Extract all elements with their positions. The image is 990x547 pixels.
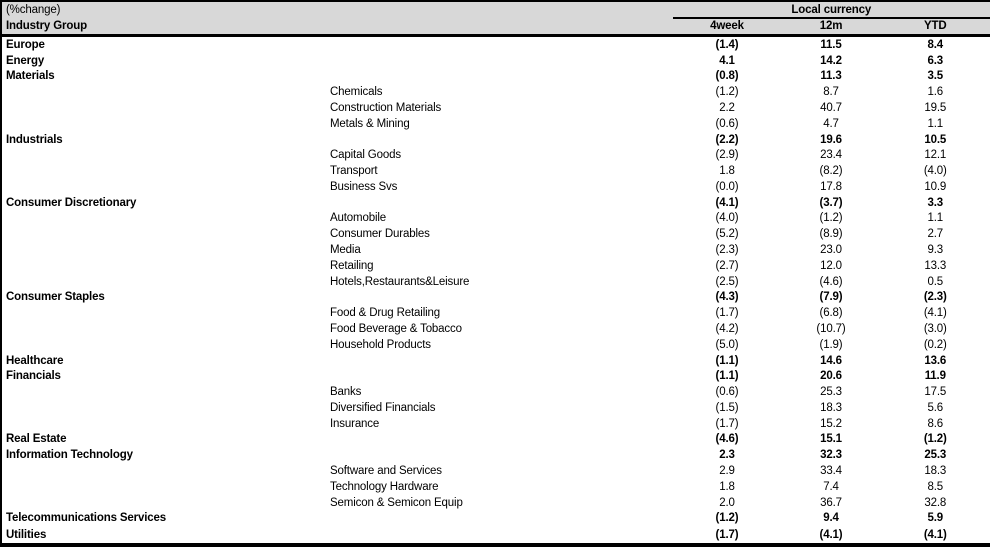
table-row: [1, 147, 990, 163]
value-ytd: (4.1): [923, 528, 947, 541]
value-4week: (1.7): [715, 417, 739, 430]
value-4week: 2.9: [719, 464, 735, 477]
table-row: [1, 132, 990, 148]
sub-industry-label: Insurance: [330, 417, 380, 430]
value-4week: (5.2): [715, 228, 739, 241]
value-ytd: (3.0): [923, 322, 947, 335]
header-row-caption: [1, 1, 990, 18]
value-4week: (2.5): [715, 275, 739, 288]
column-header-4week: 4week: [673, 18, 781, 35]
table-row: [1, 479, 990, 495]
table-row: [1, 447, 990, 463]
table-row: [1, 35, 990, 53]
table-body: [1, 35, 990, 545]
value-4week: (1.5): [715, 401, 739, 414]
value-ytd: 1.6: [927, 86, 944, 99]
value-4week: (1.7): [715, 307, 739, 320]
value-12m: 8.7: [823, 86, 839, 99]
value-12m: 32.3: [820, 449, 842, 462]
sub-industry-label: Retailing: [330, 259, 374, 272]
industry-group-column-header: Industry Group: [1, 18, 673, 35]
sub-industry-label: Food Beverage & Tobacco: [330, 322, 462, 335]
value-12m: 18.3: [820, 401, 842, 414]
value-12m: (8.2): [819, 165, 843, 178]
value-ytd: 10.9: [924, 180, 947, 193]
value-12m: 11.5: [820, 38, 842, 51]
value-12m: 7.4: [823, 480, 839, 493]
sub-industry-label: Transport: [330, 165, 378, 178]
industry-group-label: Industrials: [6, 133, 63, 146]
value-ytd: 18.3: [924, 464, 947, 477]
table-row: [1, 226, 990, 242]
value-4week: (4.6): [715, 433, 739, 446]
table-row: [1, 321, 990, 337]
industry-group-label: Real Estate: [6, 433, 67, 446]
sub-industry-label: Banks: [330, 386, 362, 399]
value-ytd: 3.5: [927, 70, 944, 83]
sub-industry-label: Semicon & Semicon Equip: [330, 496, 463, 509]
industry-group-label: Materials: [6, 70, 55, 83]
value-4week: (1.4): [715, 38, 739, 51]
sub-industry-label: Capital Goods: [330, 149, 401, 162]
sub-industry-label: Automobile: [330, 212, 387, 225]
value-4week: (4.0): [715, 212, 739, 225]
value-ytd: 0.5: [927, 275, 944, 288]
value-ytd: 8.4: [927, 38, 944, 51]
value-12m: 36.7: [820, 496, 842, 509]
table-header: [1, 1, 990, 35]
value-4week: (1.1): [715, 354, 739, 367]
value-12m: (7.9): [819, 291, 843, 304]
value-12m: 14.6: [820, 354, 842, 367]
table-row: [1, 242, 990, 258]
value-4week: (1.1): [715, 370, 739, 383]
table-row: [1, 289, 990, 305]
sub-industry-label: Technology Hardware: [330, 480, 439, 493]
value-4week: (0.0): [715, 180, 739, 193]
value-ytd: 8.6: [927, 417, 944, 430]
value-12m: 17.8: [820, 180, 842, 193]
sub-industry-label: Diversified Financials: [330, 401, 436, 414]
industry-group-label: Consumer Discretionary: [6, 196, 137, 209]
industry-group-label: Telecommunications Services: [6, 512, 166, 525]
value-12m: 25.3: [820, 386, 842, 399]
value-ytd: 6.3: [927, 54, 944, 67]
value-12m: 12.0: [820, 259, 842, 272]
sub-industry-label: Consumer Durables: [330, 228, 430, 241]
industry-group-label: Financials: [6, 370, 61, 383]
value-ytd: 3.3: [927, 196, 944, 209]
industry-group-label: Healthcare: [6, 354, 64, 367]
value-12m: (1.9): [819, 338, 843, 351]
sub-industry-label: Food & Drug Retailing: [330, 307, 440, 320]
value-ytd: 19.5: [924, 102, 947, 114]
value-ytd: (1.2): [923, 433, 947, 446]
table-row: [1, 384, 990, 400]
table-row: [1, 69, 990, 85]
value-ytd: 17.5: [924, 386, 947, 399]
value-4week: 2.0: [719, 496, 735, 509]
table-row: [1, 510, 990, 526]
value-ytd: (2.3): [923, 291, 947, 304]
value-4week: (1.7): [715, 528, 739, 541]
value-ytd: (4.1): [923, 307, 947, 320]
value-12m: (4.6): [819, 275, 843, 288]
value-ytd: 1.1: [927, 117, 944, 130]
column-header-12m: 12m: [781, 18, 881, 35]
value-4week: (2.7): [715, 259, 739, 272]
percent-change-caption: (%change): [1, 1, 673, 18]
table-row: [1, 526, 990, 545]
table-row: [1, 305, 990, 321]
value-ytd: 11.9: [924, 370, 946, 383]
value-4week: (1.2): [715, 512, 739, 525]
industry-group-label: Utilities: [6, 528, 47, 541]
sub-industry-label: Media: [330, 244, 361, 257]
sub-industry-label: Hotels,Restaurants&Leisure: [330, 275, 470, 288]
value-12m: 11.3: [820, 70, 842, 83]
sub-industry-label: Chemicals: [330, 86, 383, 99]
table-row: [1, 495, 990, 511]
table-row: [1, 116, 990, 132]
value-4week: (2.9): [715, 149, 739, 162]
value-12m: (4.1): [819, 528, 843, 541]
value-12m: 15.2: [820, 417, 842, 430]
value-ytd: 10.5: [924, 133, 947, 146]
value-12m: 9.4: [823, 512, 839, 525]
value-4week: 1.8: [719, 480, 735, 493]
value-ytd: (4.0): [923, 165, 947, 178]
value-ytd: 32.8: [924, 496, 947, 509]
value-ytd: 13.6: [924, 354, 947, 367]
value-12m: (8.9): [819, 228, 843, 241]
sub-industry-label: Construction Materials: [330, 102, 442, 114]
value-ytd: 9.3: [927, 244, 944, 257]
value-4week: (2.2): [715, 133, 739, 146]
value-4week: 4.1: [719, 54, 735, 67]
industry-group-label: Europe: [6, 38, 45, 51]
sub-industry-label: Business Svs: [330, 180, 398, 193]
value-12m: (1.2): [819, 212, 843, 225]
value-4week: 2.3: [719, 449, 735, 462]
table-row: [1, 195, 990, 211]
table-row: [1, 211, 990, 227]
local-currency-group-header: Local currency: [673, 1, 990, 18]
value-ytd: 25.3: [924, 449, 947, 462]
value-12m: 23.4: [820, 149, 842, 162]
value-12m: 20.6: [820, 370, 842, 383]
value-4week: (0.6): [715, 117, 739, 130]
value-ytd: 2.7: [927, 228, 944, 241]
value-ytd: 5.9: [927, 512, 944, 525]
sub-industry-label: Metals & Mining: [330, 117, 410, 130]
value-ytd: (0.2): [923, 338, 947, 351]
value-12m: 15.1: [820, 433, 842, 446]
table-row: [1, 258, 990, 274]
table-row: [1, 353, 990, 369]
value-ytd: 5.6: [927, 401, 944, 414]
value-4week: (4.1): [715, 196, 739, 209]
table-row: [1, 463, 990, 479]
value-12m: 23.0: [820, 244, 842, 257]
value-4week: (4.2): [715, 322, 739, 335]
value-12m: 19.6: [820, 133, 842, 146]
table-row: [1, 53, 990, 69]
value-12m: (10.7): [816, 322, 846, 335]
value-12m: (6.8): [819, 307, 843, 320]
table-row: [1, 416, 990, 432]
value-ytd: 13.3: [924, 259, 947, 272]
industry-group-label: Information Technology: [6, 449, 133, 462]
table-row: [1, 337, 990, 353]
table-row: [1, 432, 990, 448]
table-row: [1, 368, 990, 384]
value-ytd: 8.5: [927, 480, 944, 493]
value-4week: 2.2: [719, 102, 735, 114]
header-row-columns: [1, 18, 990, 35]
table-row: [1, 84, 990, 100]
value-4week: (1.2): [715, 86, 739, 99]
value-12m: 14.2: [820, 54, 842, 67]
value-12m: (3.7): [819, 196, 843, 209]
table-row: [1, 400, 990, 416]
value-12m: 33.4: [820, 464, 842, 477]
table-row: [1, 100, 990, 116]
sub-industry-label: Household Products: [330, 338, 431, 351]
value-12m: 40.7: [820, 102, 842, 114]
value-ytd: 1.1: [927, 212, 944, 225]
value-4week: 1.8: [719, 165, 735, 178]
value-ytd: 12.1: [924, 149, 947, 162]
industry-group-label: Energy: [6, 54, 45, 67]
value-4week: (2.3): [715, 244, 739, 257]
value-4week: (0.8): [715, 70, 739, 83]
table-row: [1, 179, 990, 195]
value-4week: (4.3): [715, 291, 739, 304]
table-row: [1, 163, 990, 179]
value-4week: (0.6): [715, 386, 739, 399]
sub-industry-label: Software and Services: [330, 464, 442, 477]
value-12m: 4.7: [823, 117, 839, 130]
column-header-ytd: YTD: [881, 18, 990, 35]
value-4week: (5.0): [715, 338, 739, 351]
industry-group-label: Consumer Staples: [6, 291, 105, 304]
table-row: [1, 274, 990, 290]
